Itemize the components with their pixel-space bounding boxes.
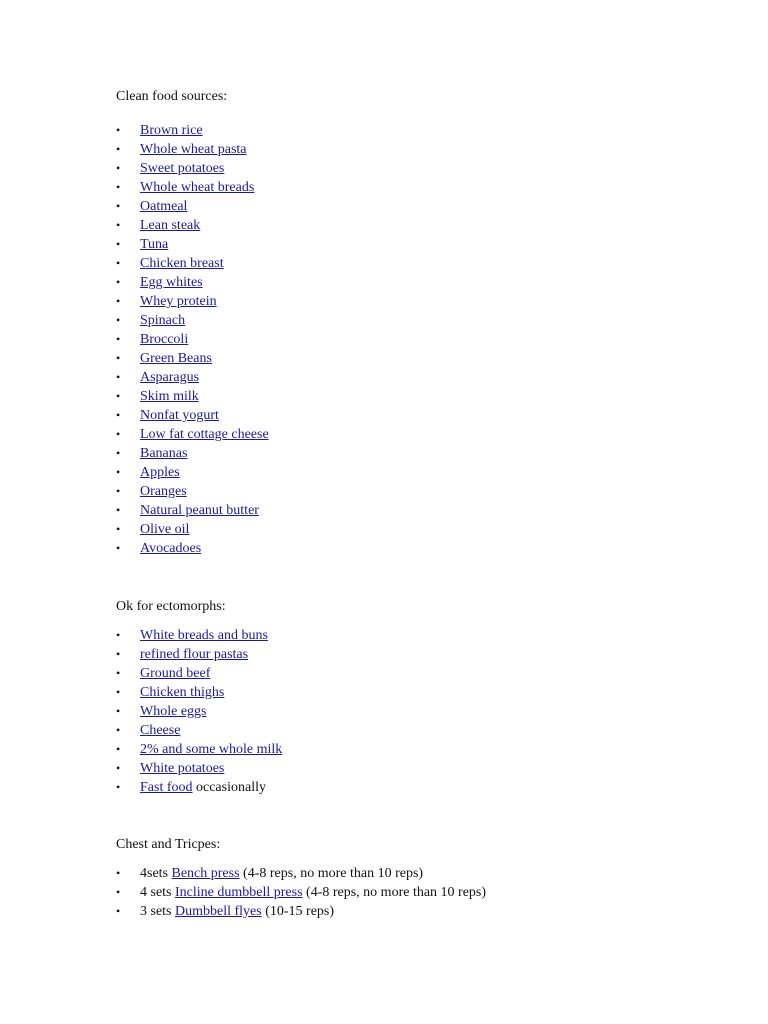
item-link[interactable]: Oatmeal bbox=[140, 199, 188, 214]
bullet-icon: • bbox=[116, 294, 121, 308]
bullet-icon: • bbox=[116, 484, 121, 498]
bullet-icon: • bbox=[116, 647, 121, 661]
bullet-icon: • bbox=[116, 503, 121, 517]
list-item bbox=[116, 740, 282, 759]
item-link[interactable]: Spinach bbox=[140, 313, 186, 328]
list-item bbox=[116, 902, 486, 921]
list-item bbox=[116, 368, 269, 387]
list-item bbox=[116, 254, 269, 273]
list-item bbox=[116, 197, 269, 216]
bullet-icon: • bbox=[116, 218, 121, 232]
bullet-icon: • bbox=[116, 370, 121, 384]
item-link[interactable]: Cheese bbox=[140, 723, 181, 738]
bullet-icon: • bbox=[116, 199, 121, 213]
bullet-icon: • bbox=[116, 541, 121, 555]
bullet-icon: • bbox=[116, 685, 121, 699]
item-prefix-text: 4 sets bbox=[140, 885, 175, 900]
list-item bbox=[116, 645, 282, 664]
list-item bbox=[116, 406, 269, 425]
bullet-icon: • bbox=[116, 256, 121, 270]
item-link[interactable]: Whole wheat breads bbox=[140, 180, 255, 195]
item-link[interactable]: Egg whites bbox=[140, 275, 203, 290]
item-link[interactable]: Avocadoes bbox=[140, 541, 202, 556]
list-item bbox=[116, 349, 269, 368]
item-suffix-text: (4-8 reps, no more than 10 reps) bbox=[302, 885, 487, 900]
item-link[interactable]: Natural peanut butter bbox=[140, 503, 259, 518]
list-item bbox=[116, 121, 269, 140]
item-link[interactable]: Whole eggs bbox=[140, 704, 207, 719]
bullet-icon: • bbox=[116, 761, 121, 775]
list-item bbox=[116, 520, 269, 539]
bullet-icon: • bbox=[116, 389, 121, 403]
item-link[interactable]: Low fat cottage cheese bbox=[140, 427, 269, 442]
section-heading-chest-triceps: Chest and Tricpes: bbox=[116, 837, 221, 852]
list-item bbox=[116, 626, 282, 645]
item-link[interactable]: Incline dumbbell press bbox=[175, 885, 303, 900]
list-item bbox=[116, 778, 282, 797]
bullet-icon: • bbox=[116, 275, 121, 289]
bullet-icon: • bbox=[116, 123, 121, 137]
list-chest-triceps bbox=[116, 864, 486, 921]
bullet-icon: • bbox=[116, 408, 121, 422]
item-link[interactable]: Whole wheat pasta bbox=[140, 142, 247, 157]
bullet-icon: • bbox=[116, 742, 121, 756]
item-link[interactable]: Dumbbell flyes bbox=[175, 904, 262, 919]
list-item bbox=[116, 759, 282, 778]
item-link[interactable]: Tuna bbox=[140, 237, 169, 252]
list-item bbox=[116, 702, 282, 721]
list-item bbox=[116, 292, 269, 311]
bullet-icon: • bbox=[116, 142, 121, 156]
list-item bbox=[116, 178, 269, 197]
section-heading-ectomorphs: Ok for ectomorphs: bbox=[116, 599, 226, 614]
bullet-icon: • bbox=[116, 723, 121, 737]
list-item bbox=[116, 664, 282, 683]
item-prefix-text: 3 sets bbox=[140, 904, 175, 919]
bullet-icon: • bbox=[116, 866, 121, 880]
item-link[interactable]: Sweet potatoes bbox=[140, 161, 225, 176]
item-suffix-text: (10-15 reps) bbox=[261, 904, 335, 919]
bullet-icon: • bbox=[116, 904, 121, 918]
list-item bbox=[116, 216, 269, 235]
item-link[interactable]: Bench press bbox=[171, 866, 240, 881]
item-link[interactable]: Oranges bbox=[140, 484, 187, 499]
list-ectomorphs bbox=[116, 626, 282, 797]
bullet-icon: • bbox=[116, 161, 121, 175]
bullet-icon: • bbox=[116, 885, 121, 899]
item-link[interactable]: Chicken thighs bbox=[140, 685, 225, 700]
list-item bbox=[116, 311, 269, 330]
bullet-icon: • bbox=[116, 446, 121, 460]
item-link[interactable]: Whey protein bbox=[140, 294, 217, 309]
item-suffix-text: (4-8 reps, no more than 10 reps) bbox=[239, 866, 424, 881]
item-link[interactable]: Lean steak bbox=[140, 218, 201, 233]
list-item bbox=[116, 425, 269, 444]
item-link[interactable]: Broccoli bbox=[140, 332, 189, 347]
bullet-icon: • bbox=[116, 522, 121, 536]
list-item bbox=[116, 387, 269, 406]
list-item bbox=[116, 721, 282, 740]
bullet-icon: • bbox=[116, 427, 121, 441]
item-link[interactable]: Brown rice bbox=[140, 123, 203, 138]
item-link[interactable]: Skim milk bbox=[140, 389, 199, 404]
item-link[interactable]: Ground beef bbox=[140, 666, 211, 681]
list-item bbox=[116, 683, 282, 702]
item-link[interactable]: Nonfat yogurt bbox=[140, 408, 219, 423]
item-link[interactable]: Apples bbox=[140, 465, 180, 480]
list-item bbox=[116, 883, 486, 902]
bullet-icon: • bbox=[116, 780, 121, 794]
item-link[interactable]: Olive oil bbox=[140, 522, 190, 537]
item-prefix-text: 4sets bbox=[140, 866, 172, 881]
item-suffix-text: occasionally bbox=[192, 780, 266, 795]
item-link[interactable]: 2% and some whole milk bbox=[140, 742, 283, 757]
item-link[interactable]: refined flour pastas bbox=[140, 647, 249, 662]
list-item bbox=[116, 444, 269, 463]
list-item bbox=[116, 159, 269, 178]
item-link[interactable]: Green Beans bbox=[140, 351, 212, 366]
bullet-icon: • bbox=[116, 351, 121, 365]
item-link[interactable]: Asparagus bbox=[140, 370, 200, 385]
list-item bbox=[116, 501, 269, 520]
bullet-icon: • bbox=[116, 313, 121, 327]
item-link[interactable]: White potatoes bbox=[140, 761, 225, 776]
item-link[interactable]: White breads and buns bbox=[140, 628, 268, 643]
section-heading-clean-food: Clean food sources: bbox=[116, 89, 228, 104]
bullet-icon: • bbox=[116, 237, 121, 251]
list-item bbox=[116, 330, 269, 349]
bullet-icon: • bbox=[116, 628, 121, 642]
list-item bbox=[116, 463, 269, 482]
bullet-icon: • bbox=[116, 704, 121, 718]
bullet-icon: • bbox=[116, 332, 121, 346]
bullet-icon: • bbox=[116, 666, 121, 680]
bullet-icon: • bbox=[116, 180, 121, 194]
list-item bbox=[116, 273, 269, 292]
item-link[interactable]: Fast food bbox=[140, 780, 193, 795]
list-item bbox=[116, 864, 486, 883]
list-item bbox=[116, 482, 269, 501]
list-item bbox=[116, 140, 269, 159]
list-item bbox=[116, 539, 269, 558]
list-item bbox=[116, 235, 269, 254]
item-link[interactable]: Chicken breast bbox=[140, 256, 224, 271]
bullet-icon: • bbox=[116, 465, 121, 479]
list-clean-food bbox=[116, 121, 269, 558]
item-link[interactable]: Bananas bbox=[140, 446, 188, 461]
